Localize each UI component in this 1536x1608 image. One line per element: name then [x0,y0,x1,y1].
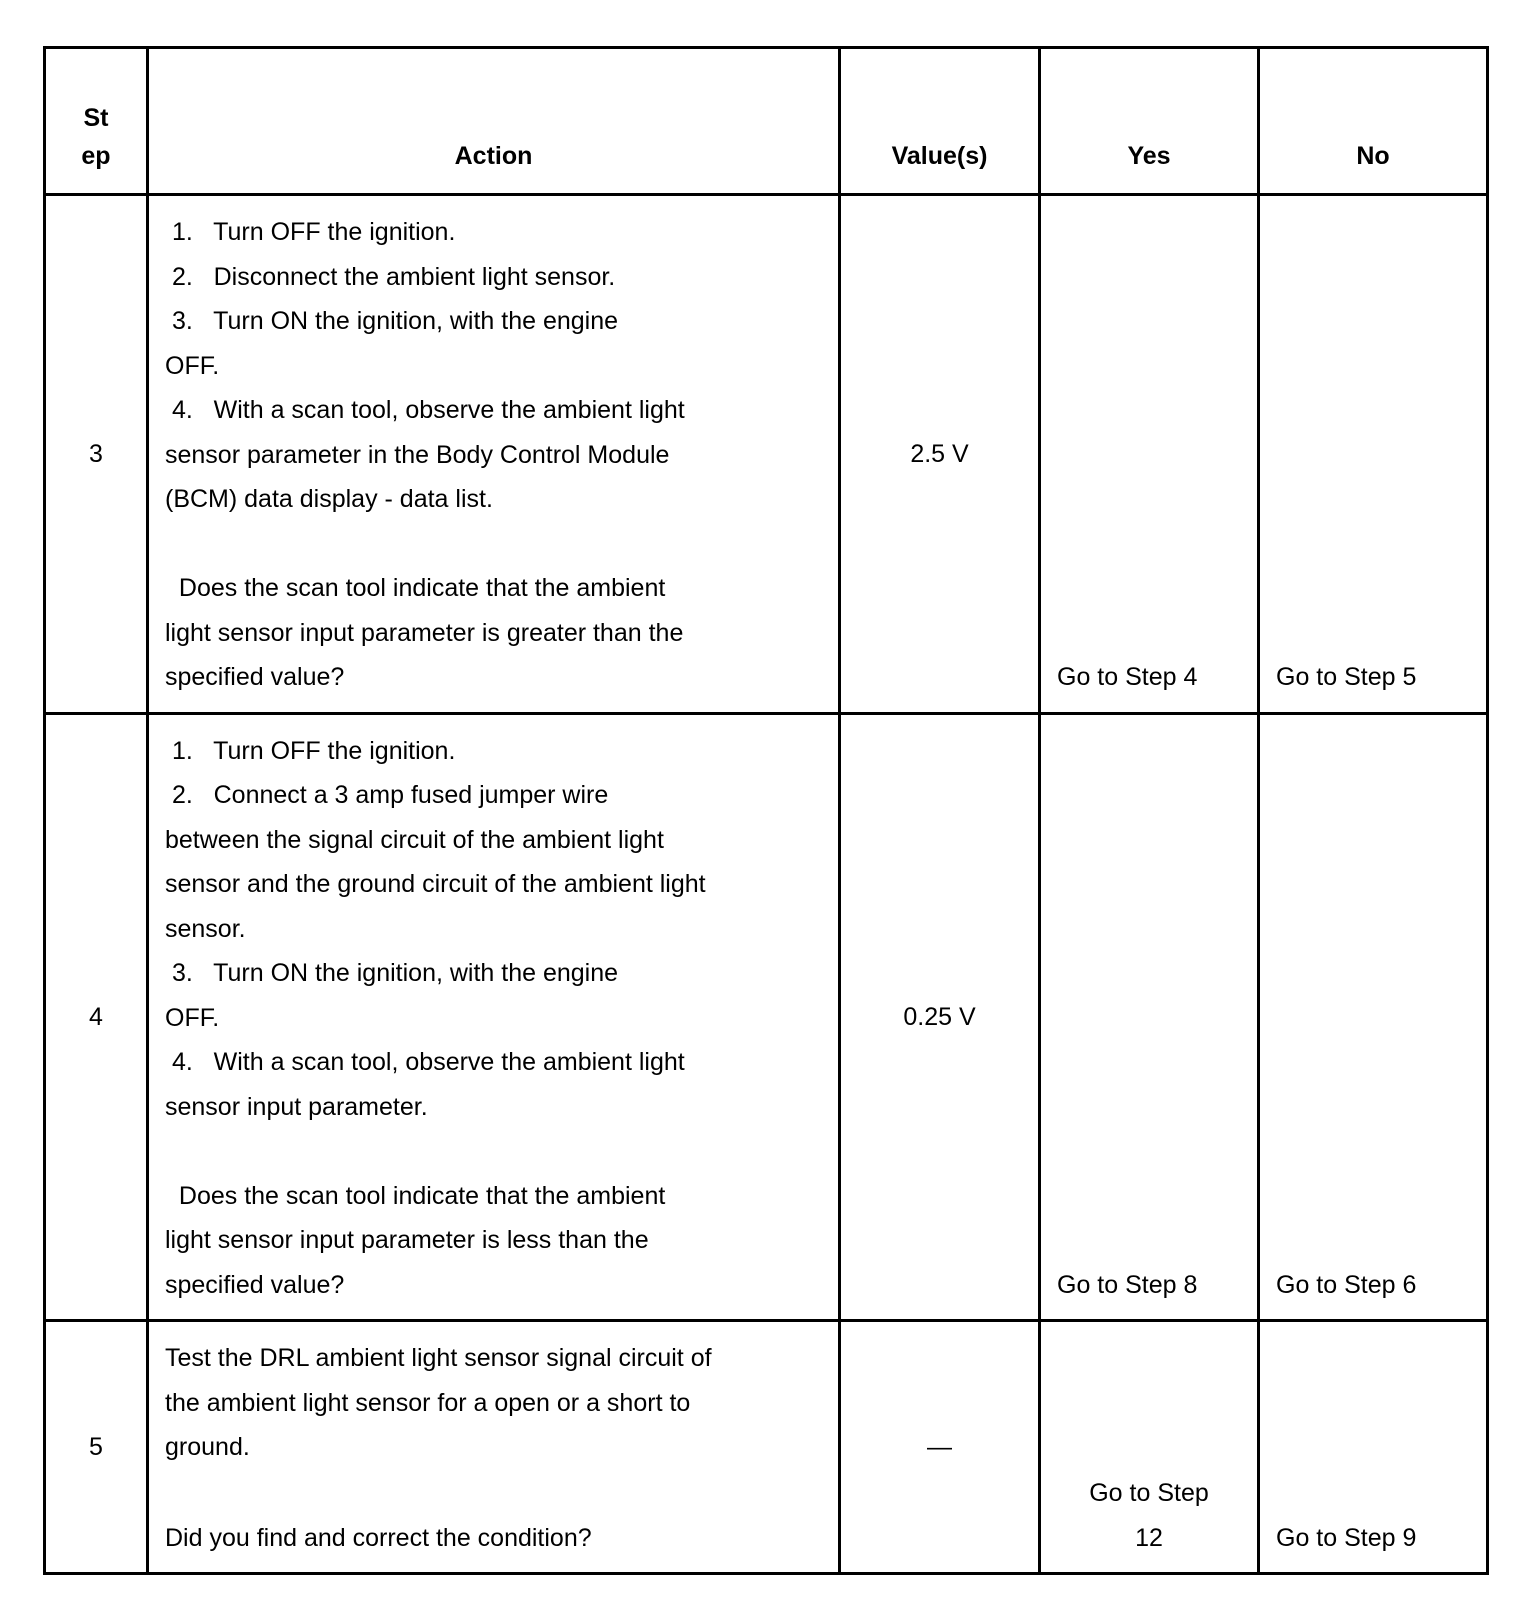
no-cell: Go to Step 6 [1259,713,1488,1321]
action-line: sensor input parameter. [165,1092,428,1121]
action-line: 2. Disconnect the ambient light sensor. [165,262,616,291]
action-line: light sensor input parameter is greater than the [165,618,684,647]
action-line: Test the DRL ambient light sensor signal circuit of [165,1344,712,1372]
action-line: 4. With a scan tool, observe the ambient light [165,396,685,424]
action-line: sensor and the ground circuit of the ambient light [165,870,706,898]
action-line [165,1470,828,1516]
action-cell [148,195,840,714]
action-line: Does the scan tool indicate that the ambient [165,1181,666,1210]
diagnostic-table [43,46,1489,1575]
action-line: between the signal circuit of the ambient light [165,825,664,854]
action-line: 3. Turn ON the ignition, with the engine [165,959,619,987]
value-cell: — [840,1321,1040,1574]
action-line: 3. Turn ON the ignition, with the engine [165,307,619,335]
step-number: 5 [45,1321,148,1574]
header-action: Action [148,48,840,195]
action-line [165,1129,828,1174]
action-line: ground. [165,1433,250,1461]
action-line: 2. Connect a 3 amp fused jumper wire [165,781,609,809]
action-line: (BCM) data display - data list. [165,485,493,513]
header-no: No [1259,48,1488,195]
yes-cell: Go to Step 8 [1040,713,1259,1321]
no-cell: Go to Step 9 [1259,1321,1488,1574]
value-cell: 0.25 V [840,713,1040,1321]
header-step-line2: ep [81,142,111,170]
action-line: Did you find and correct the condition? [165,1523,592,1552]
yes-cell: Go to Step 4 [1040,195,1259,714]
header-values: Value(s) [840,48,1040,195]
value-cell: 2.5 V [840,195,1040,714]
step-number: 4 [45,713,148,1321]
header-step [45,48,148,195]
yes-line: Go to Step [1089,1479,1209,1507]
action-line: sensor. [165,914,246,943]
action-line: the ambient light sensor for a open or a short to [165,1388,691,1417]
action-line: specified value? [165,1270,345,1299]
header-step-line1: St [83,104,109,132]
action-line: 1. Turn OFF the ignition. [165,736,456,765]
header-row [45,48,1488,195]
action-line: specified value? [165,663,345,691]
step-number: 3 [45,195,148,714]
no-cell: Go to Step 5 [1259,195,1488,714]
table-row [45,195,1488,714]
action-line: sensor parameter in the Body Control Module [165,440,670,469]
action-line: light sensor input parameter is less than the [165,1226,649,1254]
action-line: OFF. [165,1003,220,1032]
table-row [45,713,1488,1321]
table-row [45,1321,1488,1574]
yes-cell [1040,1321,1259,1574]
yes-line: 12 [1135,1523,1163,1552]
header-yes: Yes [1040,48,1259,195]
action-line: 1. Turn OFF the ignition. [165,218,456,246]
action-cell [148,713,840,1321]
action-line: 4. With a scan tool, observe the ambient light [165,1048,685,1076]
action-cell [148,1321,840,1574]
action-line: OFF. [165,351,220,380]
action-line [165,522,828,567]
action-line: Does the scan tool indicate that the ambient [165,574,666,602]
